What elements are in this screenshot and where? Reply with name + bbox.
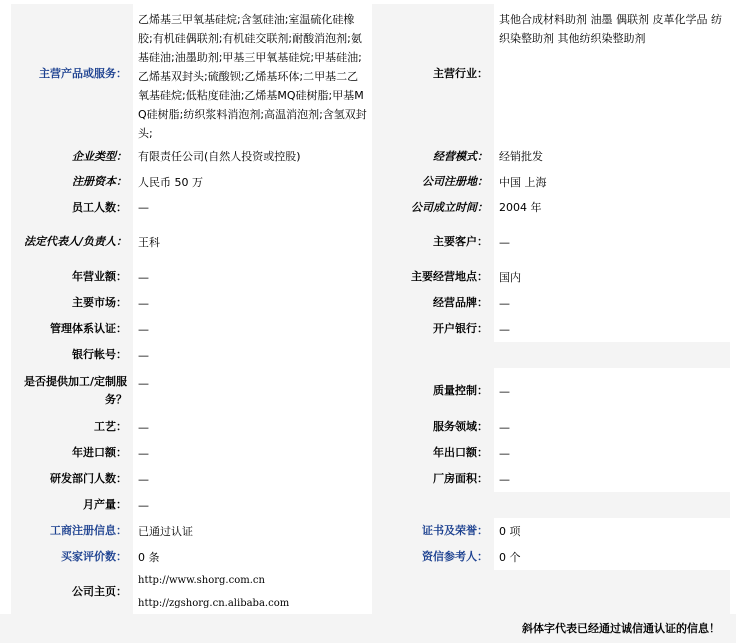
rd-staff-label: 研发部门人数： — [11, 466, 133, 492]
reg-capital-label: 注册资本： — [11, 169, 133, 195]
empty-value-cell-2 — [494, 492, 730, 518]
reg-location-label: 公司注册地： — [372, 169, 494, 195]
company-type-value: 有限责任公司(自然人投资或控股) — [133, 144, 372, 169]
oem-value: — — [133, 368, 372, 414]
plant-area-value: — — [494, 466, 730, 492]
service-field-label: 服务领域： — [372, 414, 494, 440]
homepage-label: 公司主页： — [11, 570, 133, 614]
certs-label[interactable]: 证书及荣誉： — [372, 518, 494, 544]
main-location-value: 国内 — [494, 264, 730, 290]
plant-area-label: 厂房面积： — [372, 466, 494, 492]
export-value: — — [494, 440, 730, 466]
business-mode-value: 经销批发 — [494, 144, 730, 169]
main-products-value — [133, 4, 372, 144]
service-field-value: — — [494, 414, 730, 440]
process-value: — — [133, 414, 372, 440]
mgmt-cert-label: 管理体系认证： — [11, 316, 133, 342]
main-customers-value: — — [494, 220, 730, 264]
bank-value: — — [494, 316, 730, 342]
export-label: 年出口额： — [372, 440, 494, 466]
mgmt-cert-value: — — [133, 316, 372, 342]
employees-label: 员工人数： — [11, 195, 133, 220]
brand-value: — — [494, 290, 730, 316]
empty-label-cell-3 — [372, 570, 494, 614]
reg-capital-value: 人民币 50 万 — [133, 169, 372, 195]
legal-rep-label — [11, 220, 133, 264]
main-industry-value — [494, 4, 730, 144]
founded-label: 公司成立时间： — [372, 195, 494, 220]
company-type-label: 企业类型： — [11, 144, 133, 169]
monthly-output-label: 月产量： — [11, 492, 133, 518]
buyer-rating-label[interactable]: 买家评价数： — [11, 544, 133, 570]
main-industry-text: 其他合成材料助剂 油墨 偶联剂 皮革化学品 纺织染整助剂 其他纺织染整助剂 — [499, 13, 722, 45]
process-label: 工艺： — [11, 414, 133, 440]
annual-revenue-label: 年营业额： — [11, 264, 133, 290]
oem-label-text: 是否提供加工/定制服务？ — [23, 375, 127, 406]
certs-value: 0 项 — [494, 518, 730, 544]
credit-ref-label[interactable]: 资信参考人： — [372, 544, 494, 570]
founded-value: 2004 年 — [494, 195, 730, 220]
quality-label: 质量控制： — [372, 368, 494, 414]
empty-value-cell-3 — [494, 570, 730, 614]
import-label: 年进口额： — [11, 440, 133, 466]
homepage-link-2[interactable]: http://zgshorg.cn.alibaba.com — [138, 598, 290, 609]
main-market-label: 主要市场： — [11, 290, 133, 316]
monthly-output-value: — — [133, 492, 372, 518]
employees-value: — — [133, 195, 372, 220]
bank-account-label: 银行帐号： — [11, 342, 133, 368]
homepage-links — [138, 571, 289, 613]
biz-reg-label[interactable]: 工商注册信息： — [11, 518, 133, 544]
reg-location-value: 中国 上海 — [494, 169, 730, 195]
oem-label — [11, 368, 133, 414]
import-value: — — [133, 440, 372, 466]
buyer-rating-value: 0 条 — [133, 544, 372, 570]
bank-label: 开户银行： — [372, 316, 494, 342]
empty-value-cell — [494, 342, 730, 368]
legal-rep-value: 王科 — [133, 220, 372, 264]
main-industry-label: 主营行业： — [372, 4, 494, 144]
rd-staff-value: — — [133, 466, 372, 492]
footer-note: 斜体字代表已经通过诚信通认证的信息！ — [0, 614, 736, 643]
credit-ref-value: 0 个 — [494, 544, 730, 570]
brand-label: 经营品牌： — [372, 290, 494, 316]
biz-reg-value: 已通过认证 — [133, 518, 372, 544]
main-products-label: 主营产品或服务： — [11, 4, 133, 144]
annual-revenue-value: — — [133, 264, 372, 290]
main-customers-label: 主要客户： — [372, 220, 494, 264]
bank-account-value: — — [133, 342, 372, 368]
homepage-value — [133, 570, 372, 614]
business-mode-label: 经营模式： — [372, 144, 494, 169]
homepage-link-1[interactable]: http://www.shorg.com.cn — [138, 575, 265, 586]
main-location-label: 主要经营地点： — [372, 264, 494, 290]
empty-label-cell — [372, 342, 494, 368]
main-market-value: — — [133, 290, 372, 316]
legal-rep-label-text: 法定代表人/负责人： — [23, 235, 127, 248]
empty-label-cell-2 — [372, 492, 494, 518]
quality-value: — — [494, 368, 730, 414]
main-products-text: 乙烯基三甲氧基硅烷;含氢硅油;室温硫化硅橡胶;有机硅偶联剂;有机硅交联剂;耐酸消泡剂;氨基硅油;油墨助剂;甲基三甲氧基硅烷;甲基硅油;乙烯基双封头;硫酸钡;乙烯基环体;二甲基二乙氧基硅烷;低粘度硅油;乙烯基MQ硅树脂;甲基MQ硅树脂;纺织浆料消泡剂;高温消泡剂;含氢双封头; — [138, 13, 367, 140]
